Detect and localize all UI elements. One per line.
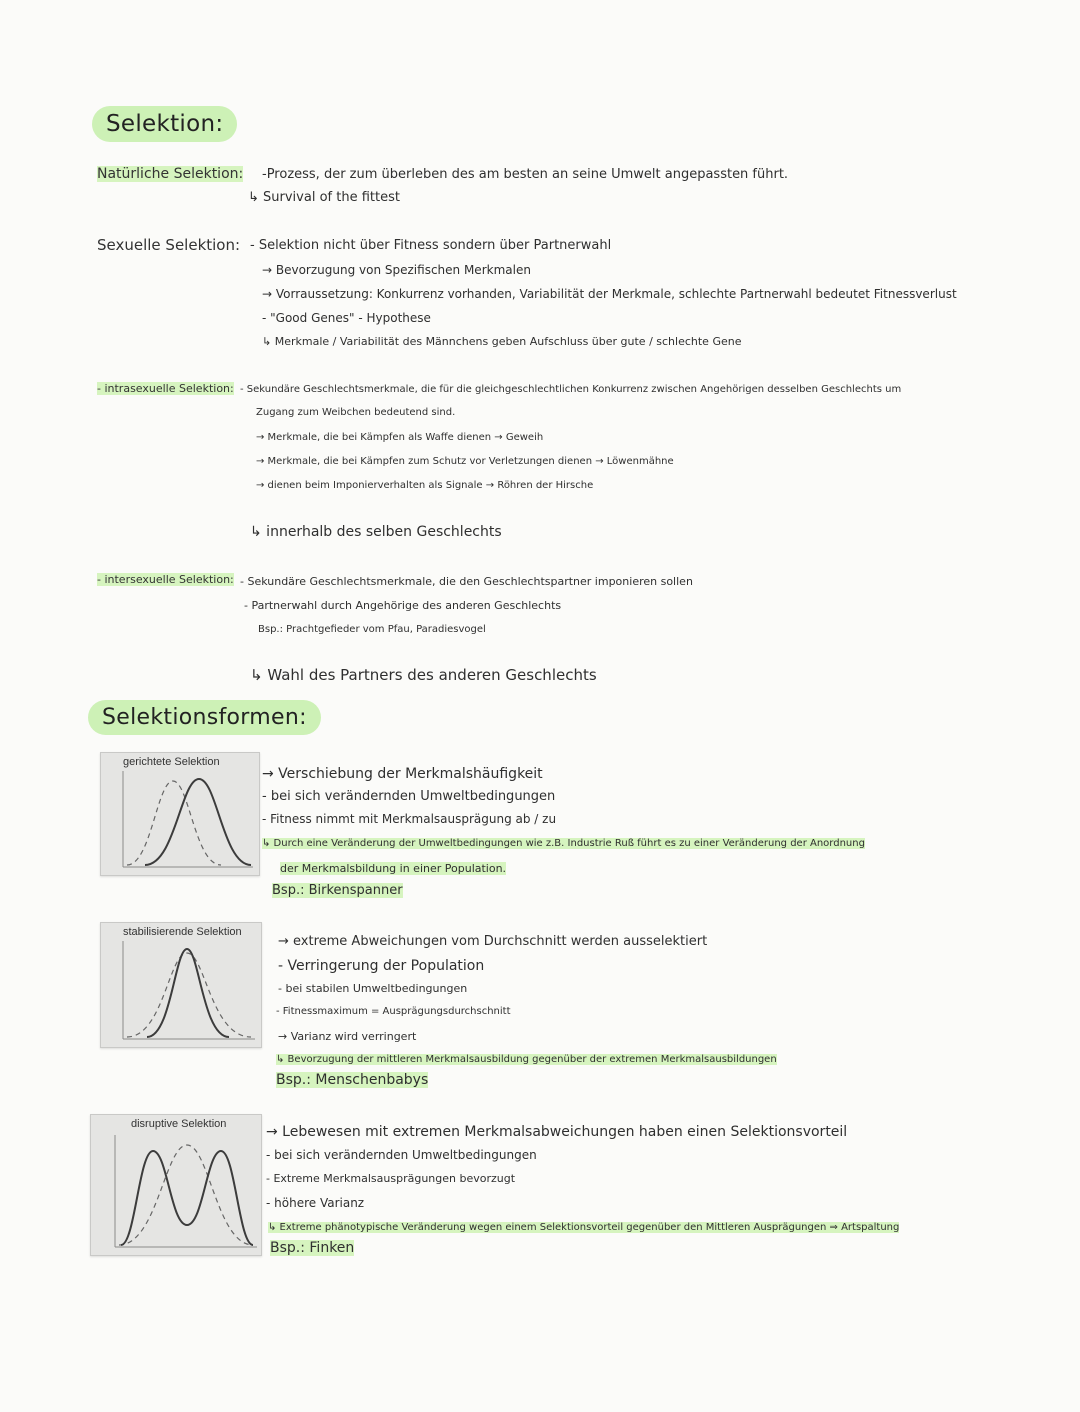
disruptive-line-3: - Extreme Merkmalsausprägungen bevorzugt bbox=[266, 1172, 516, 1185]
sexual-selection-line-5: ↳ Merkmale / Variabilität des Männchens geben Aufschluss über gute / schlechte Gene bbox=[262, 335, 742, 348]
curve-original bbox=[127, 781, 221, 865]
directional-line-6 bbox=[272, 883, 403, 898]
disruptive-line-2: - bei sich verändernden Umweltbedingungen bbox=[266, 1148, 537, 1162]
heading-selektionsformen: Selektionsformen: bbox=[88, 700, 321, 735]
sexual-selection-line-3: → Vorraussetzung: Konkurrenz vorhanden, Variabilität der Merkmale, schlechte Partnerwahl bedeutet Fitnessverlust bbox=[262, 287, 957, 301]
natural-selection-line-1: -Prozess, der zum überleben des am besten an seine Umwelt angepassten führt. bbox=[262, 167, 789, 182]
directional-line-5: der Merkmalsbildung in einer Population. bbox=[280, 862, 507, 875]
intersexual-line-1: - Sekundäre Geschlechtsmerkmale, die den Geschlechtspartner imponieren sollen bbox=[240, 575, 693, 588]
stabilizing-line-1: → extreme Abweichungen vom Durchschnitt werden ausselektiert bbox=[278, 934, 708, 949]
sexual-selection-line-1: - Selektion nicht über Fitness sondern über Partnerwahl bbox=[250, 238, 612, 253]
natural-selection-line-2: ↳ Survival of the fittest bbox=[248, 190, 400, 205]
intrasexual-line-4: → Merkmale, die bei Kämpfen zum Schutz vor Verletzungen dienen → Löwenmähne bbox=[256, 456, 674, 467]
curve-original bbox=[127, 953, 251, 1037]
disruptive-line-6 bbox=[270, 1240, 354, 1256]
directional-line-2: - bei sich verändernden Umweltbedingungen bbox=[262, 789, 556, 804]
curve-shifted bbox=[145, 779, 251, 865]
intrasexual-selection-label: - intrasexuelle Selektion: bbox=[97, 382, 234, 395]
intrasexual-line-2: Zugang zum Weibchen bedeutend sind. bbox=[256, 407, 456, 418]
intersexual-line-3: Bsp.: Prachtgefieder vom Pfau, Paradiesvogel bbox=[258, 624, 486, 635]
directional-line-3: - Fitness nimmt mit Merkmalsausprägung ab / zu bbox=[262, 812, 557, 826]
natural-selection-label: Natürliche Selektion: bbox=[97, 166, 244, 182]
graph-directional-selection bbox=[100, 752, 260, 876]
intersexual-selection-label: - intersexuelle Selektion: bbox=[97, 573, 234, 586]
intrasexual-line-1: - Sekundäre Geschlechtsmerkmale, die für die gleichgeschlechtlichen Konkurrenz zwischen Angehörigen desselben Geschlechts um bbox=[240, 384, 902, 395]
disruptive-line-5: ↳ Extreme phänotypische Veränderung wegen einem Selektionsvorteil gegenüber den Mittleren Ausprägungen ⇒ Artspaltung bbox=[268, 1222, 900, 1233]
sexual-selection-line-2: → Bevorzugung von Spezifischen Merkmalen bbox=[262, 263, 531, 277]
intrasexual-line-3: → Merkmale, die bei Kämpfen als Waffe dienen → Geweih bbox=[256, 432, 544, 443]
stabilizing-line-5: → Varianz wird verringert bbox=[278, 1030, 417, 1043]
stabilizing-line-2: - Verringerung der Population bbox=[278, 958, 485, 974]
intrasexual-line-5: → dienen beim Imponierverhalten als Signale → Röhren der Hirsche bbox=[256, 480, 594, 491]
directional-example: Bsp.: Birkenspanner bbox=[272, 883, 403, 898]
graph-directional-title: gerichtete Selektion bbox=[123, 756, 220, 768]
graph-disruptive-selection bbox=[90, 1114, 262, 1256]
intrasexual-line-6: ↳ innerhalb des selben Geschlechts bbox=[250, 524, 502, 540]
disruptive-line-1: → Lebewesen mit extremen Merkmalsabweichungen haben einen Selektionsvorteil bbox=[266, 1124, 848, 1140]
stabilizing-line-4: - Fitnessmaximum = Ausprägungsdurchschnitt bbox=[276, 1006, 511, 1017]
sexual-selection-line-4: - "Good Genes" - Hypothese bbox=[262, 311, 431, 325]
graph-stabilizing-svg bbox=[101, 923, 261, 1047]
intersexual-line-2: - Partnerwahl durch Angehörige des anderen Geschlechts bbox=[244, 599, 562, 612]
graph-stabilizing-selection bbox=[100, 922, 262, 1048]
curve-original bbox=[119, 1145, 253, 1245]
stabilizing-line-7 bbox=[276, 1072, 428, 1088]
graph-stabilizing-title: stabilisierende Selektion bbox=[123, 926, 242, 938]
stabilizing-example: Bsp.: Menschenbabys bbox=[276, 1072, 429, 1088]
stabilizing-line-3: - bei stabilen Umweltbedingungen bbox=[278, 982, 468, 995]
graph-disruptive-title: disruptive Selektion bbox=[131, 1118, 227, 1130]
heading-selektion: Selektion: bbox=[92, 106, 237, 142]
graph-directional-svg bbox=[101, 753, 259, 875]
intersexual-line-4: ↳ Wahl des Partners des anderen Geschlechts bbox=[250, 666, 597, 684]
curve-narrowed bbox=[147, 949, 229, 1037]
disruptive-example: Bsp.: Finken bbox=[270, 1240, 355, 1256]
directional-line-1: → Verschiebung der Merkmalshäufigkeit bbox=[262, 766, 543, 782]
directional-line-4: ↳ Durch eine Veränderung der Umweltbedingungen wie z.B. Industrie Ruß führt es zu einer Veränderung der Anordnung bbox=[262, 838, 865, 849]
stabilizing-line-6: ↳ Bevorzugung der mittleren Merkmalsausbildung gegenüber der extremen Merkmalsausbildungen bbox=[276, 1054, 777, 1065]
disruptive-line-4: - höhere Varianz bbox=[266, 1196, 365, 1210]
sexual-selection-label: Sexuelle Selektion: bbox=[97, 236, 241, 254]
graph-disruptive-svg bbox=[91, 1115, 261, 1255]
